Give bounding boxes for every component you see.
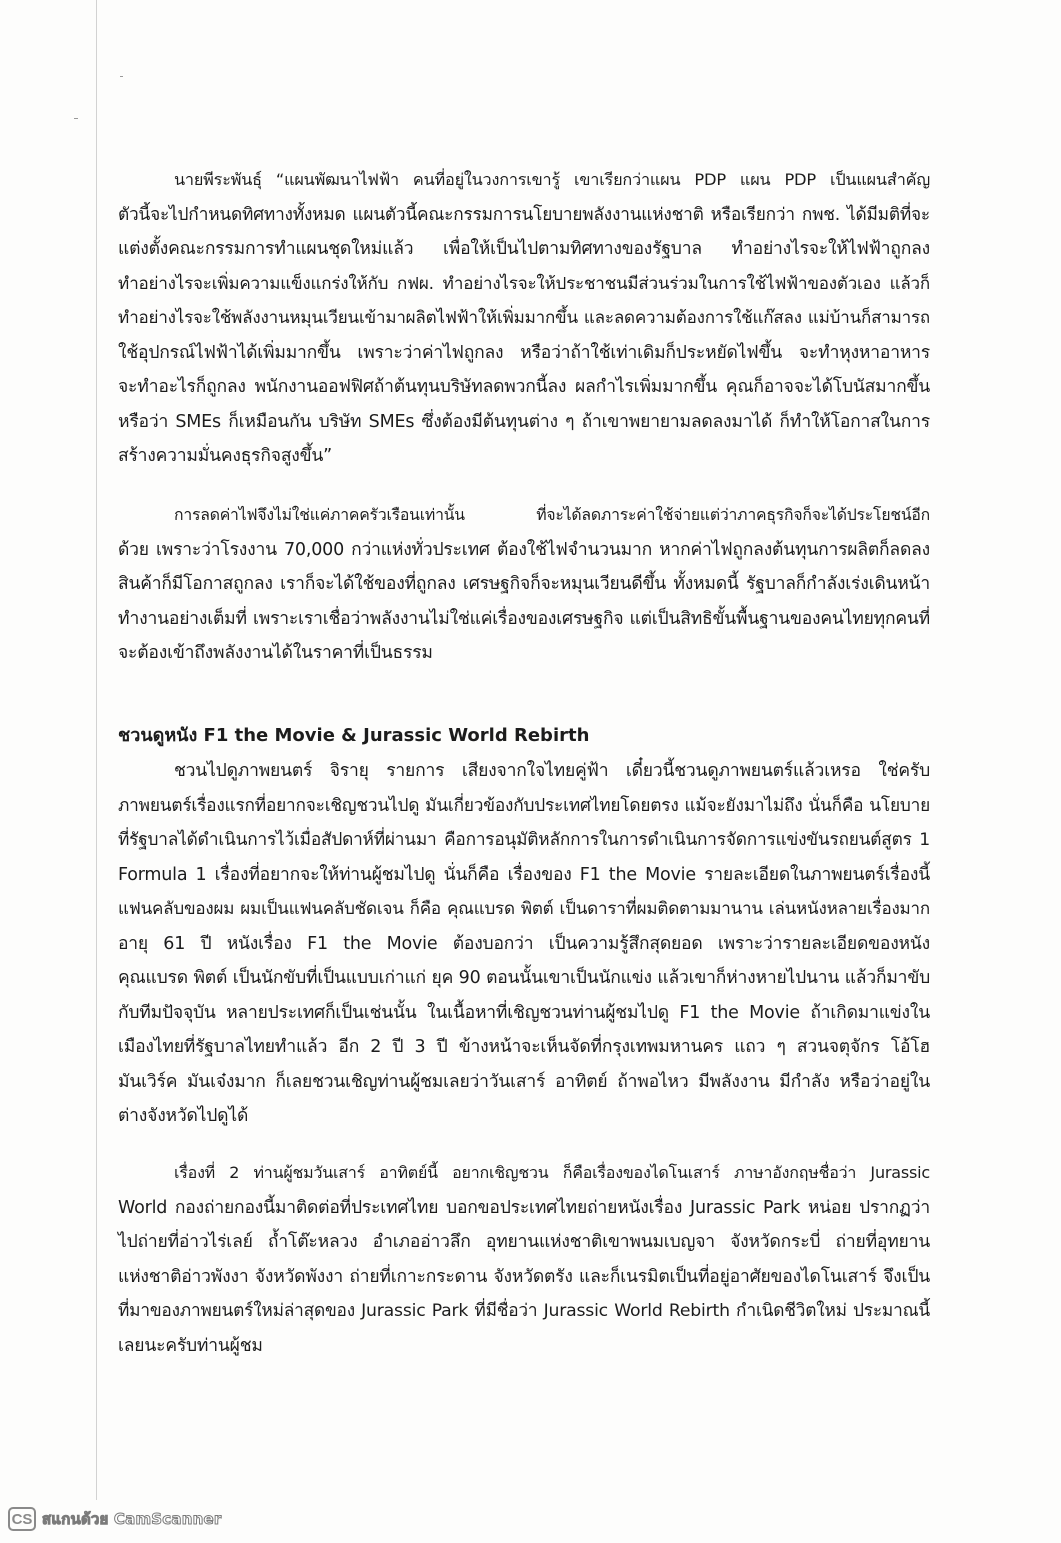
- text-line: Formula 1 เรื่องที่อยากจะให้ท่านผู้ชมไปดู นั่นก็คือ เรื่องของ F1 the Movie รายละเอียดในภาพยนตร์เรื่องนี้: [118, 864, 930, 885]
- text-line: ใช้อุปกรณ์ไฟฟ้าได้เพิ่มมากขึ้น เพราะว่าค่าไฟถูกลง หรือว่าถ้าใช้เท่าเดิมก็ประหยัดไฟขึ้น จะทำหุงหาอาหาร: [118, 342, 930, 363]
- text-line: จะทำอะไรก็ถูกลง พนักงานออฟฟิศถ้าต้นทุนบริษัทลดพวกนี้ลง ผลกำไรเพิ่มมากขึ้น คุณก็อาจจะได้โบนัสมากขึ้น: [118, 377, 930, 397]
- text-line: สร้างความมั่นคงธุรกิจสูงขึ้น”: [118, 446, 333, 466]
- text-line: กับทีมปัจจุบัน หลายประเทศก็เป็นเช่นนั้น ในเนื้อหาที่เชิญชวนท่านผู้ชมไปดู F1 the Movie ถ้าเกิดมาแข่งใน: [118, 1002, 930, 1023]
- text-line: การลดค่าไฟจึงไม่ใช่แค่ภาคครัวเรือนเท่านั้น ที่จะได้ลดภาระค่าใช้จ่ายแต่ว่าภาคธุรกิจก็จะได้ประโยชน์อีก: [174, 505, 930, 524]
- text-line: World กองถ่ายกองนี้มาติดต่อที่ประเทศไทย บอกขอประเทศไทยถ่ายหนังเรื่อง Jurassic Park หน่อย ปรากฏว่า: [118, 1197, 930, 1218]
- text-line: เมืองไทยที่รัฐบาลไทยทำแล้ว อีก 2 ปี 3 ปี ข้างหน้าจะเห็นจัดที่กรุงเทพมหานคร แถว ๆ สวนจตุจักร โอ้โฮ: [118, 1037, 930, 1057]
- text-line: ทำอย่างไรจะเพิ่มความแข็งแกร่งให้กับ กฟผ. ทำอย่างไรจะให้ประชาชนมีส่วนร่วมในการใช้ไฟฟ้าของตัวเอง แล้วก็: [118, 273, 930, 294]
- binding-margin-line: [96, 0, 97, 1500]
- camscanner-logo-icon: CS: [8, 1507, 36, 1531]
- text-line: คุณแบรด พิตต์ เป็นนักขับที่เป็นแบบเก่าแก่ ยุค 90 ตอนนั้นเขาเป็นนักแข่ง แล้วเขาก็ห่างหายไปนาน แล้วก็มาขับ: [118, 968, 930, 988]
- paragraph-pdp-quote: [118, 163, 930, 474]
- camscanner-watermark: [8, 1506, 221, 1532]
- text-line: มันเวิร์ค มันเจ๋งมาก ก็เลยชวนเชิญท่านผู้ชมเลยว่าวันเสาร์ อาทิตย์ ถ้าพอไหว มีพลังงาน มีกำลัง หรือว่าอยู่ใน: [118, 1071, 930, 1092]
- paragraph-jurassic-world: [118, 1156, 930, 1363]
- text-line: แต่งตั้งคณะกรรมการทำแผนชุดใหม่แล้ว เพื่อให้เป็นไปตามทิศทางของรัฐบาล ทำอย่างไรจะให้ไฟฟ้าถูกลง: [118, 239, 930, 259]
- text-line: จะต้องเข้าถึงพลังงานได้ในราคาที่เป็นธรรม: [118, 643, 433, 663]
- text-line: สินค้าก็มีโอกาสถูกลง เราก็จะได้ใช้ของที่ถูกลง เศรษฐกิจก็จะหมุนเวียนดีขึ้น ทั้งหมดนี้ รัฐบาลก็กำลังเร่งเดินหน้า: [118, 574, 930, 594]
- text-line: ที่รัฐบาลได้ดำเนินการไว้เมื่อสัปดาห์ที่ผ่านมา คือการอนุมัติหลักการในการดำเนินการจัดการแข่งขันรถยนต์สูตร 1: [118, 830, 930, 850]
- text-line: หรือว่า SMEs ก็เหมือนกัน บริษัท SMEs ซึ่งต้องมีต้นทุนต่าง ๆ ถ้าเขาพยายามลดลงมาได้ ก็ทำให้โอกาสในการ: [118, 411, 930, 432]
- text-line: อายุ 61 ปี หนังเรื่อง F1 the Movie ต้องบอกว่า เป็นความรู้สึกสุดยอด เพราะว่ารายละเอียดของหนัง: [118, 933, 930, 954]
- text-line: ด้วย เพราะว่าโรงงาน 70,000 กว่าแห่งทั่วประเทศ ต้องใช้ไฟจำนวนมาก หากค่าไฟถูกลงต้นทุนการผลิตก็ลดลง: [118, 539, 930, 560]
- camscanner-watermark-text: สแกนด้วย CamScanner: [42, 1510, 222, 1528]
- text-line: แห่งชาติอ่าวพังงา จังหวัดพังงา ถ่ายที่เกาะกระดาน จังหวัดตรัง และก็เนรมิตเป็นที่อยู่อาศัยของไดโนเสาร์ จึงเป็น: [118, 1266, 930, 1287]
- text-line: ตัวนี้จะไปกำหนดทิศทางทั้งหมด แผนตัวนี้คณะกรรมการนโยบายพลังงานแห่งชาติ หรือเรียกว่า กพช. ได้มีมติที่จะ: [118, 204, 930, 225]
- scan-speck: [74, 118, 78, 119]
- text-line: ชวนไปดูภาพยนตร์ จิรายุ รายการ เสียงจากใจไทยคู่ฟ้า เดี๋ยวนี้ชวนดูภาพยนตร์แล้วเหรอ ใช่ครับ: [174, 761, 930, 781]
- text-line: ทำงานอย่างเต็มที่ เพราะเราเชื่อว่าพลังงานไม่ใช่แค่เรื่องของเศรษฐกิจ แต่เป็นสิทธิขั้นพื้นฐานของคนไทยทุกคนที่: [118, 608, 930, 629]
- text-line: ต่างจังหวัดไปดูได้: [118, 1106, 249, 1126]
- text-line: ทำอย่างไรจะใช้พลังงานหมุนเวียนเข้ามาผลิตไฟฟ้าให้เพิ่มมากขึ้น และลดความต้องการใช้แก๊สลง แม่บ้านก็สามารถ: [118, 308, 930, 328]
- scan-speck: [120, 76, 123, 77]
- text-line: เลยนะครับท่านผู้ชม: [118, 1335, 263, 1356]
- text-line: นายพีระพันธุ์ “แผนพัฒนาไฟฟ้า คนที่อยู่ในวงการเขารู้ เขาเรียกว่าแผน PDP แผน PDP เป็นแผนสำคัญ: [174, 170, 930, 189]
- text-line: แฟนคลับของผม ผมเป็นแฟนคลับชัดเจน ก็คือ คุณแบรด พิตต์ เป็นดาราที่ผมติดตามมานาน เล่นหนังหลายเรื่องมาก: [118, 899, 930, 919]
- paragraph-electricity-cost: [118, 498, 930, 671]
- paragraph-f1-movie: [118, 754, 930, 1134]
- section-heading: ชวนดูหนัง F1 the Movie & Jurassic World Rebirth: [118, 725, 590, 746]
- text-line: ภาพยนตร์เรื่องแรกที่อยากจะเชิญชวนไปดู มันเกี่ยวข้องกับประเทศไทยโดยตรง แม้จะยังมาไม่ถึง นั่นก็คือ นโยบาย: [118, 795, 930, 816]
- text-line: ที่มาของภาพยนตร์ใหม่ล่าสุดของ Jurassic Park ที่มีชื่อว่า Jurassic World Rebirth กำเนิดชีวิตใหม่ ประมาณนี้: [118, 1301, 930, 1321]
- text-line: เรื่องที่ 2 ท่านผู้ชมวันเสาร์ อาทิตย์นี้ อยากเชิญชวน ก็คือเรื่องของไดโนเสาร์ ภาษาอังกฤษชื่อว่า Jurassic: [174, 1163, 930, 1182]
- text-line: ไปถ่ายที่อ่าวไร่เลย์ ถ้ำโต๊ะหลวง อำเภออ่าวลึก อุทยานแห่งชาติเขาพนมเบญจา จังหวัดกระบี่ ถ่ายที่อุทยาน: [118, 1232, 930, 1252]
